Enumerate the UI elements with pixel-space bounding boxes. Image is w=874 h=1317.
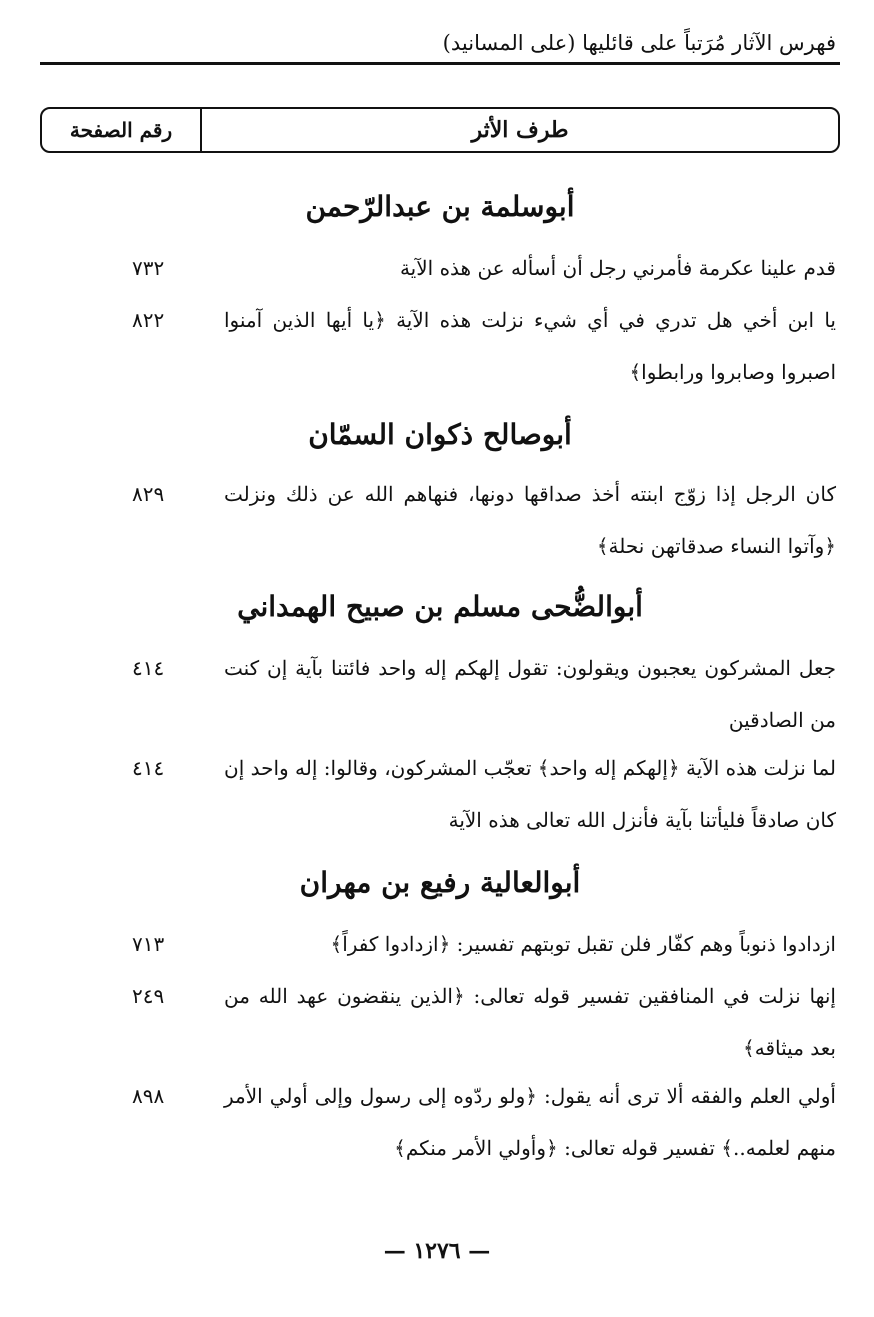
column-title-athar: طرف الأثر (471, 117, 569, 143)
entry-text: كان الرجل إذا زوّج ابنته أخذ صداقها دونها، فنهاهم الله عن ذلك ونزلت ﴿وآتوا النساء صدقاتهن نحلة﴾ (224, 482, 836, 558)
index-column-header (40, 107, 840, 153)
page-number-footer: — ١٢٧٦ — (383, 1238, 491, 1264)
index-entry (40, 468, 840, 572)
entry-page-number: ٨٢٩ (132, 482, 165, 506)
entry-text: لما نزلت هذه الآية ﴿إلهكم إله واحد﴾ تعجّب المشركون، وقالوا: إله واحد إن كان صادقاً فليأتنا بآية فأنزل الله تعالى هذه الآية (224, 756, 836, 832)
running-head: فهرس الآثار مُرَتباً على قائليها (على المسانيد) (442, 31, 836, 55)
narrator-heading: أبوالعالية رفيع بن مهران (299, 866, 581, 899)
entry-page-number: ٧١٣ (132, 932, 165, 956)
entry-text: قدم علينا عكرمة فأمرني رجل أن أسأله عن هذه الآية (399, 256, 836, 280)
index-entry (40, 742, 840, 846)
index-entry (40, 918, 840, 970)
entry-text: إنها نزلت في المنافقين تفسير قوله تعالى: ﴿الذين ينقضون عهد الله من بعد ميثاقه﴾ (224, 984, 836, 1060)
entry-page-number: ٢٤٩ (132, 984, 165, 1008)
narrator-heading: أبوصالح ذكوان السمّان (308, 418, 572, 451)
entry-text: يا ابن أخي هل تدري في أي شيء نزلت هذه الآية ﴿يا أيها الذين آمنوا اصبروا وصابروا ورابطوا﴾ (224, 308, 836, 384)
index-entry (40, 1070, 840, 1174)
index-entry (40, 970, 840, 1074)
index-entry (40, 642, 840, 746)
entry-page-number: ٨٩٨ (132, 1084, 165, 1108)
header-rule (40, 62, 840, 65)
entry-page-number: ٧٣٢ (132, 256, 165, 280)
column-title-page-number: رقم الصفحة (42, 109, 202, 151)
entry-page-number: ٤١٤ (132, 656, 165, 680)
entry-page-number: ٤١٤ (132, 756, 165, 780)
index-entry (40, 294, 840, 398)
narrator-heading: أبوالضُّحى مسلم بن صبيح الهمداني (237, 590, 643, 623)
entry-text: جعل المشركون يعجبون ويقولون: تقول إلهكم إله واحد فائتنا بآية إن كنت من الصادقين (224, 656, 836, 732)
entry-page-number: ٨٢٢ (132, 308, 165, 332)
entry-text: أولي العلم والفقه ألا ترى أنه يقول: ﴿ولو ردّوه إلى رسول وإلى أولي الأمر منهم لعلمه..﴾ تفسير قوله تعالى: ﴿وأولي الأمر منكم﴾ (224, 1084, 836, 1160)
narrator-heading: أبوسلمة بن عبدالرّحمن (305, 190, 575, 223)
index-entry (40, 242, 840, 294)
entry-text: ازدادوا ذنوباً وهم كفّار فلن تقبل توبتهم تفسير: ﴿ازدادوا كفراً﴾ (330, 932, 836, 956)
